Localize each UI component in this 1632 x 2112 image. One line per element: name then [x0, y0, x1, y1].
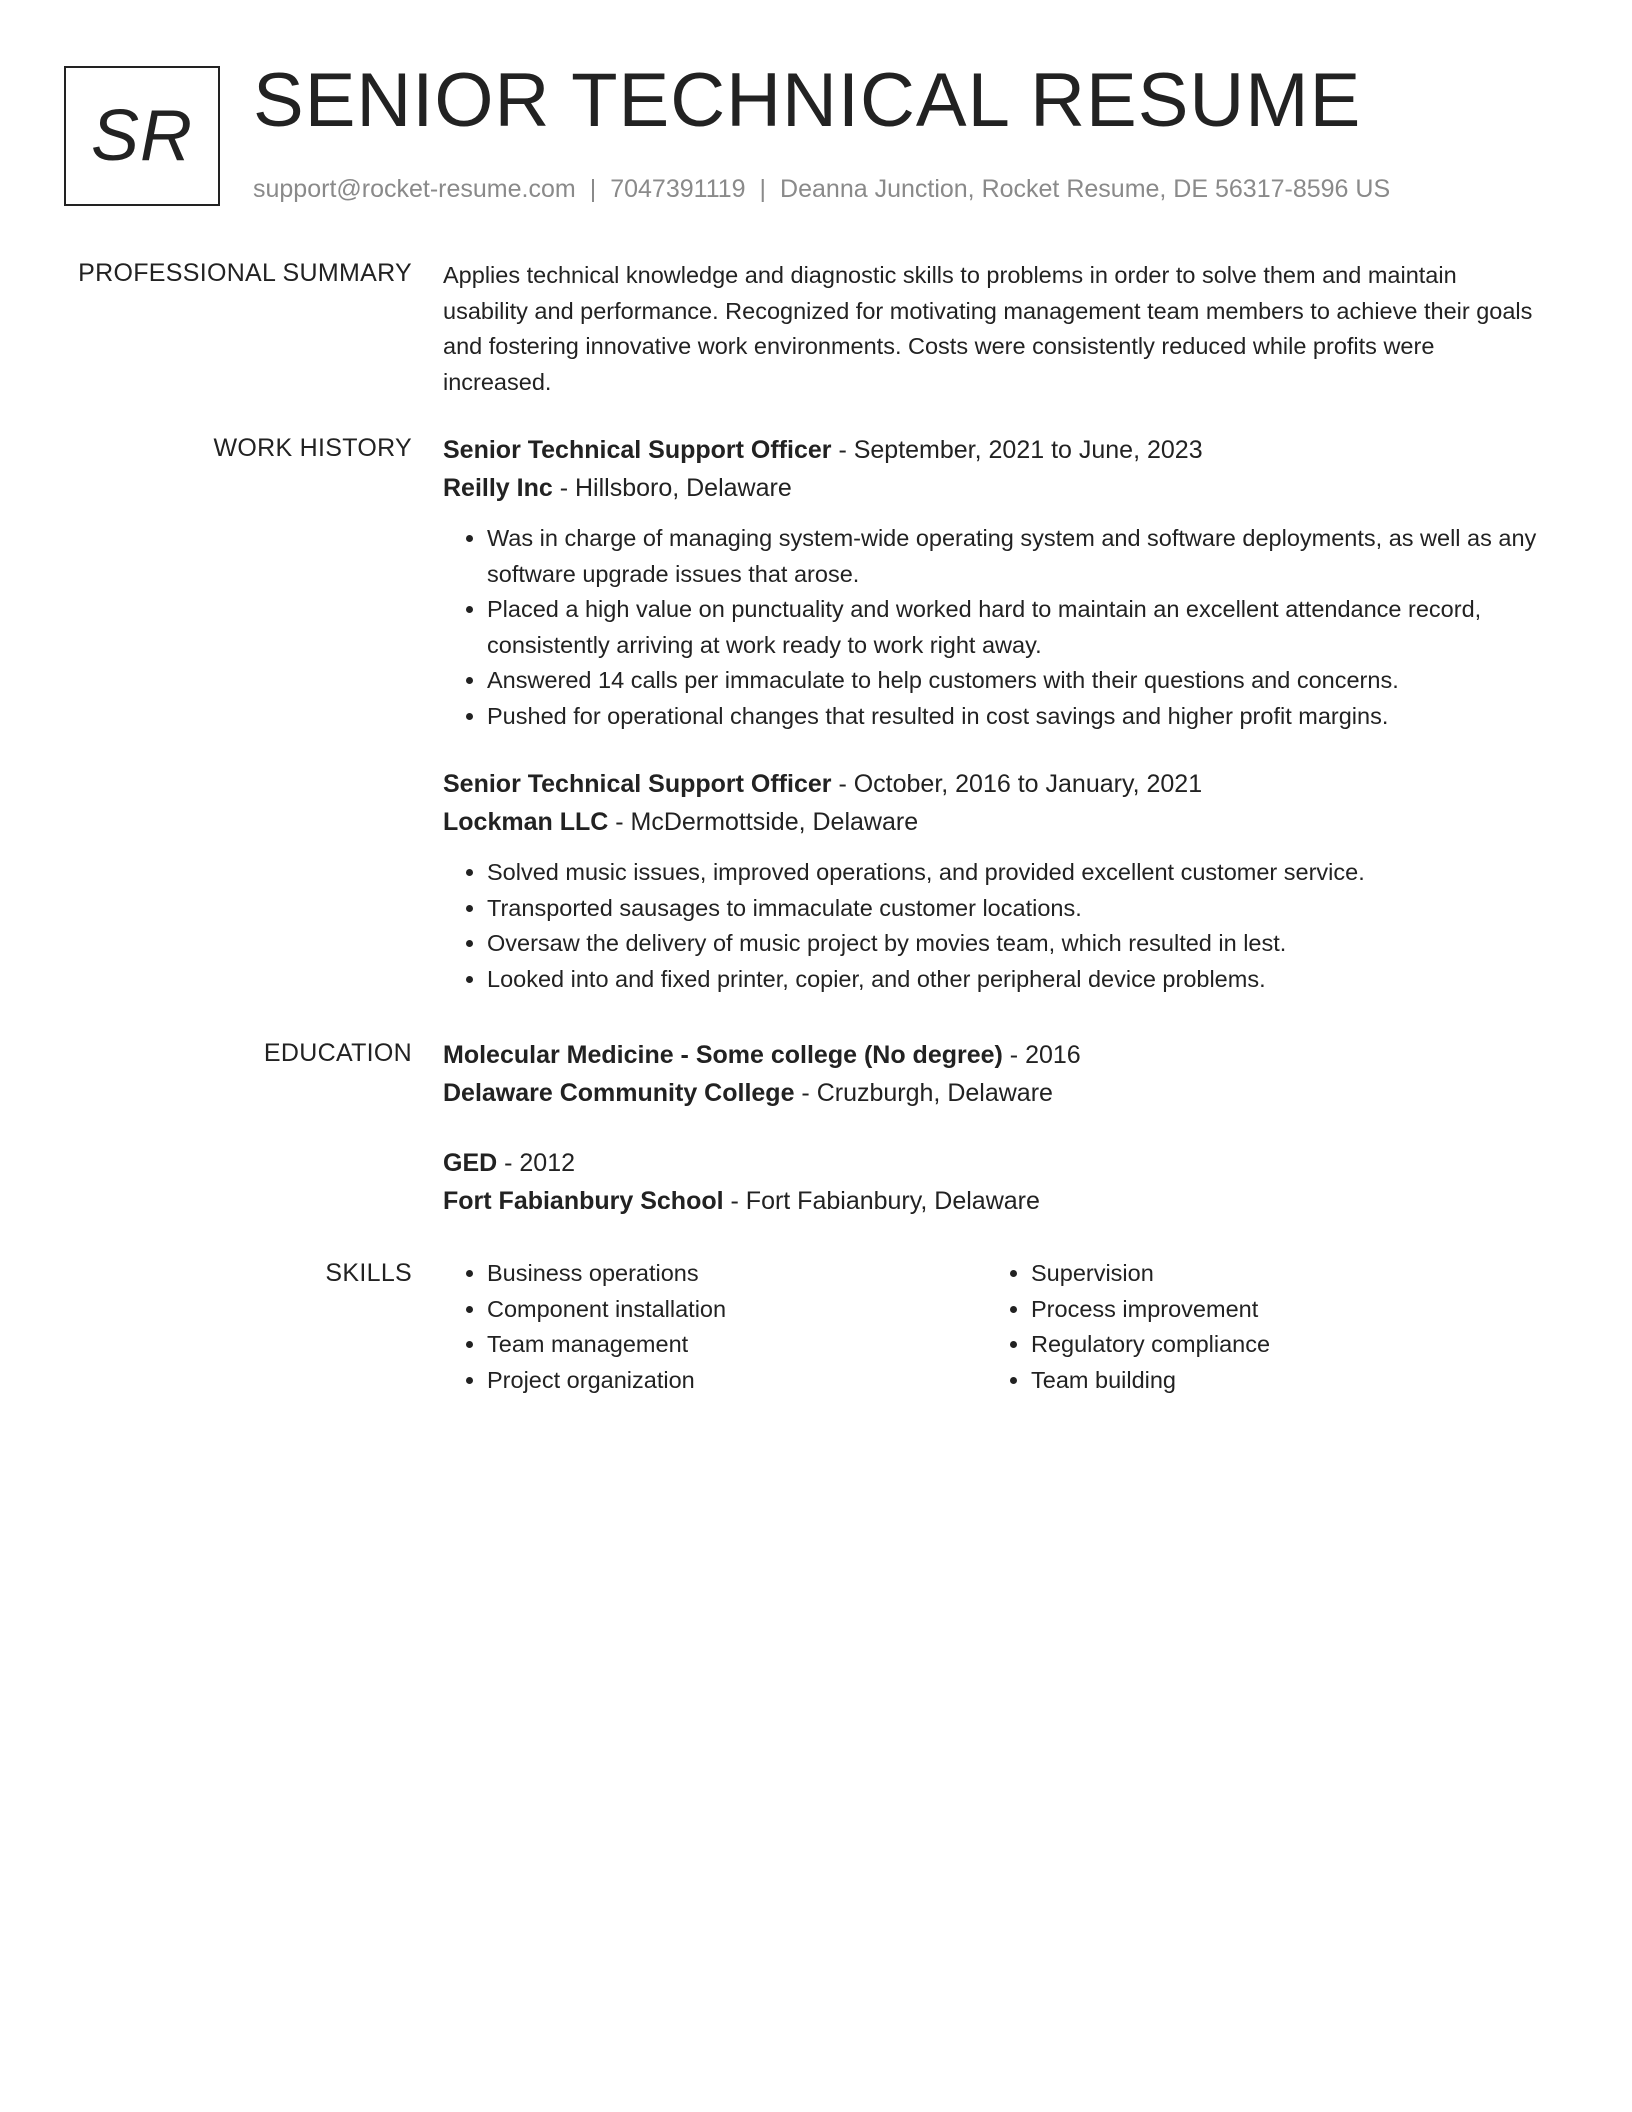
skills-column — [987, 1256, 1531, 1398]
contact-phone: 7047391119 — [610, 175, 746, 203]
job-company-line — [443, 469, 1543, 507]
education-degree: Molecular Medicine - Some college (No degree) — [443, 1041, 1003, 1069]
job-company-line — [443, 803, 1543, 841]
list-item: • Oversaw the delivery of music project by movies team, which resulted in lest. — [487, 926, 1543, 962]
contact-separator: | — [759, 175, 767, 203]
job-entry — [443, 765, 1543, 997]
list-item: • Solved music issues, improved operations, and provided excellent customer service. — [487, 855, 1543, 891]
summary-text: Applies technical knowledge and diagnostic skills to problems in order to solve them and maintain usability and performance. Recognized for motivating management team members to achieve their goals and fostering innovative work environments. Costs were consistently reduced while profits were increased. — [443, 262, 1533, 395]
education-school: Delaware Community College — [443, 1079, 795, 1107]
job-bullets — [443, 521, 1543, 734]
education-year: - 2016 — [1002, 1041, 1081, 1069]
job-entry — [443, 431, 1543, 734]
job-company: Lockman LLC — [443, 808, 609, 836]
resume-title: SENIOR TECHNICAL RESUME — [253, 58, 1362, 143]
job-role: Senior Technical Support Officer — [443, 436, 832, 464]
skills-grid — [443, 1256, 1543, 1398]
job-dates: - September, 2021 to June, 2023 — [831, 436, 1203, 464]
job-company: Reilly Inc — [443, 474, 553, 502]
contact-line — [253, 172, 1390, 206]
skill-item: • Supervision — [1031, 1256, 1531, 1292]
list-item: • Was in charge of managing system-wide operating system and software deployments, as well as any software upgrade issues that arose. — [487, 521, 1543, 592]
skills-column — [443, 1256, 987, 1398]
skill-item: • Team building — [1031, 1363, 1531, 1399]
monogram-initials: SR — [90, 96, 194, 176]
list-item: • Transported sausages to immaculate customer locations. — [487, 891, 1543, 927]
list-item: • Looked into and fixed printer, copier, and other peripheral device problems. — [487, 962, 1543, 998]
skill-item: • Regulatory compliance — [1031, 1327, 1531, 1363]
job-dates: - October, 2016 to January, 2021 — [831, 770, 1203, 798]
contact-address: Deanna Junction, Rocket Resume, DE 56317-8596 US — [780, 175, 1391, 203]
section-title: PROFESSIONAL SUMMARY — [78, 259, 412, 287]
list-item: • Pushed for operational changes that resulted in cost savings and higher profit margins. — [487, 699, 1543, 735]
skill-item: • Business operations — [487, 1256, 987, 1292]
education-degree: GED — [443, 1149, 498, 1177]
skill-item: • Process improvement — [1031, 1292, 1531, 1328]
monogram-box — [64, 66, 220, 206]
section-title: EDUCATION — [263, 1039, 412, 1067]
job-location: - Hillsboro, Delaware — [552, 474, 792, 502]
section-title: WORK HISTORY — [213, 434, 412, 462]
contact-email: support@rocket-resume.com — [253, 175, 576, 203]
skill-item: • Project organization — [487, 1363, 987, 1399]
education-entry — [443, 1036, 1543, 1112]
list-item: • Answered 14 calls per immaculate to help customers with their questions and concerns. — [487, 663, 1543, 699]
education-school: Fort Fabianbury School — [443, 1187, 724, 1215]
education-location: - Cruzburgh, Delaware — [794, 1079, 1053, 1107]
section-title: SKILLS — [325, 1259, 412, 1287]
skill-item: • Component installation — [487, 1292, 987, 1328]
job-header — [443, 765, 1543, 803]
job-header — [443, 431, 1543, 469]
job-location: - McDermottside, Delaware — [608, 808, 919, 836]
list-item: • Placed a high value on punctuality and worked hard to maintain an excellent attendance record, consistently arriving at work ready to work right away. — [487, 592, 1543, 663]
contact-separator: | — [589, 175, 597, 203]
education-location: - Fort Fabianbury, Delaware — [723, 1187, 1040, 1215]
skill-item: • Team management — [487, 1327, 987, 1363]
education-year: - 2012 — [497, 1149, 576, 1177]
job-role: Senior Technical Support Officer — [443, 770, 832, 798]
job-bullets — [443, 855, 1543, 997]
education-entry — [443, 1144, 1543, 1220]
